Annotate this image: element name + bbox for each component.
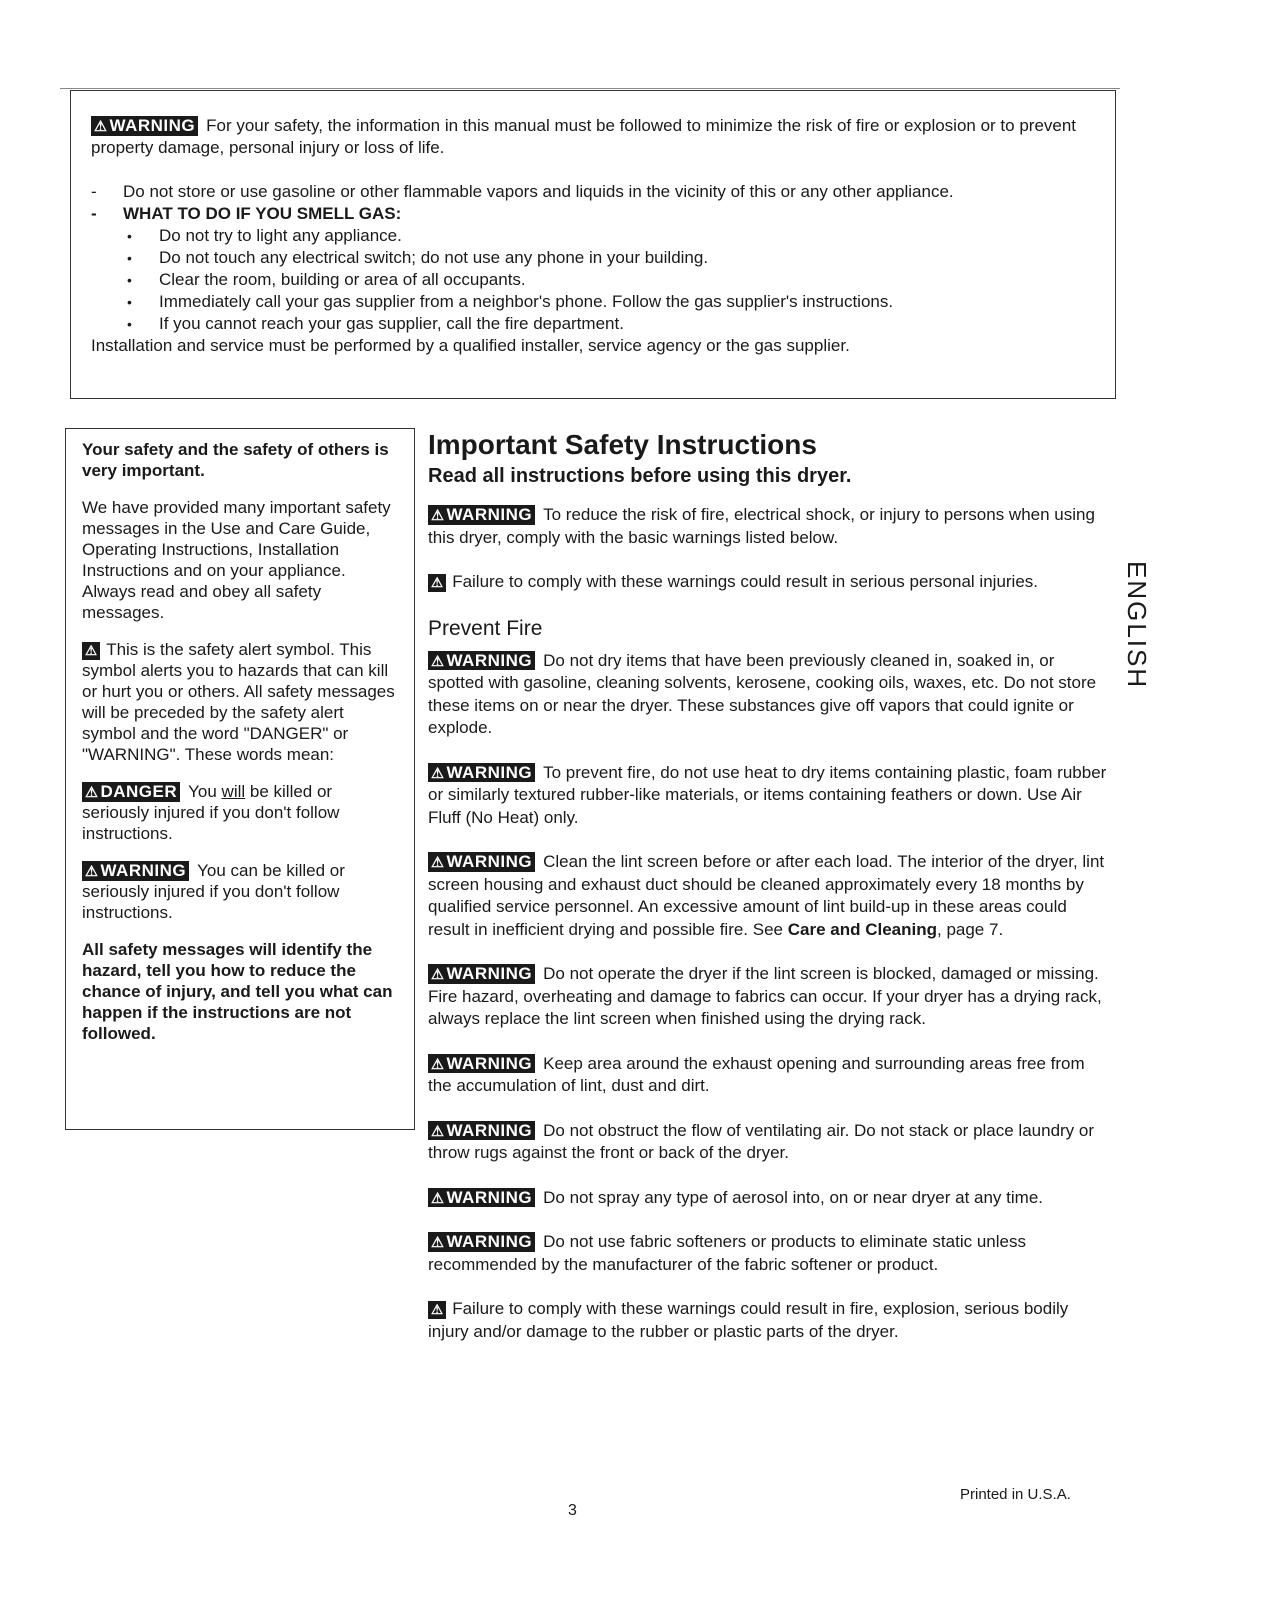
safety-summary: All safety messages will identify the hazard, tell you how to reduce the chance of injury, and tell you what can happen if the instructions are not followed. [82,940,393,1043]
alert-triangle-icon: ⚠ [82,642,100,660]
page-subtitle: Read all instructions before using this dryer. [428,465,852,487]
alert-triangle-icon: ⚠ [431,765,445,782]
safety-info-box [65,428,415,1130]
danger-badge: ⚠ DANGER [82,782,180,802]
list-item: • Do not try to light any appliance. [91,225,1099,247]
warning-badge: ⚠ WARNING [428,651,535,671]
list-item: • Clear the room, building or area of all occupants. [91,269,1099,291]
alert-triangle-icon: ⚠ [431,855,445,871]
alert-triangle-icon: ⚠ [431,1235,445,1251]
list-item: • Do not touch any electrical switch; do not use any phone in your building. [91,247,1099,269]
failure-note: ⚠ Failure to comply with these warnings could result in fire, explosion, serious bodily injury and/or damage to the rubber or plastic parts of the dryer. [428,1299,1069,1341]
warning-paragraph: ⚠ WARNING Do not spray any type of aerosol into, on or near dryer at any time. [428,1187,1108,1210]
list-item: - Do not store or use gasoline or other flammable vapors and liquids in the vicinity of this or any other appliance. [91,181,1099,203]
gas-smell-heading: - WHAT TO DO IF YOU SMELL GAS: [91,203,1099,225]
alert-triangle-icon: ⚠ [431,1056,445,1073]
list-item: • Immediately call your gas supplier from a neighbor's phone. Follow the gas supplier's instructions. [91,291,1099,313]
alert-triangle-icon: ⚠ [85,864,99,880]
gas-safety-list [91,181,1099,335]
warning-badge: ⚠ WARNING [428,852,535,872]
alert-triangle-icon: ⚠ [431,1190,445,1207]
warning-badge: ⚠ WARNING [428,964,535,984]
alert-triangle-icon: ⚠ [85,785,99,801]
warning-badge: ⚠ WARNING [428,1232,535,1252]
warning-paragraph: ⚠ WARNING Do not dry items that have been previously cleaned in, soaked in, or spotted with gasoline, cleaning solvents, kerosene, cooking oils, waxes, etc. Do not store these items on or near the dryer. These substances give off vapors that could ignite or explode. [428,650,1097,737]
warning-badge: ⚠ WARNING [428,1188,535,1208]
alert-triangle-icon: ⚠ [431,1123,445,1140]
safety-lead: Your safety and the safety of others is very important. [82,440,389,480]
failure-note: ⚠ Failure to comply with these warnings could result in serious personal injuries. [428,571,1108,594]
warning-badge: ⚠ WARNING [428,1054,535,1074]
alert-triangle-icon: ⚠ [431,967,445,983]
warning-badge: ⚠ WARNING [428,505,535,525]
warning-badge: ⚠ WARNING [428,763,535,783]
top-rule [60,88,1120,89]
alert-triangle-icon: ⚠ [431,508,445,524]
warning-paragraph: ⚠ WARNING Do not operate the dryer if the lint screen is blocked, damaged or missing. Fire hazard, overheating and damage to fabrics can occur. If your dryer has a drying rack, always replace the lint screen when finished using the drying rack. [428,964,1102,1028]
alert-triangle-icon: ⚠ [428,574,446,592]
printed-in: Printed in U.S.A. [960,1486,1071,1503]
page-title: Important Safety Instructions [428,429,817,460]
section-heading: Prevent Fire [428,616,543,640]
warning-paragraph: ⚠ WARNING Clean the lint screen before or after each load. The interior of the dryer, lint screen housing and exhaust duct should be cleaned approximately every 18 months by qualified service personnel. An excessive amount of lint build-up in these areas could result in inefficient drying and possible fire. See Care and Cleaning, page 7. [428,852,1105,939]
top-intro-text: For your safety, the information in this manual must be followed to minimize the risk of fire or explosion or to prevent property damage, personal injury or loss of life. [91,116,1077,157]
page-number: 3 [568,1502,577,1519]
warning-badge: ⚠ WARNING [428,1121,535,1141]
list-item: • If you cannot reach your gas supplier, call the fire department. [91,313,1099,335]
warning-paragraph: ⚠ WARNING To reduce the risk of fire, electrical shock, or injury to persons when using this dryer, comply with the basic warnings listed below. [428,505,1095,547]
language-tab: ENGLISH [1122,560,1152,690]
warning-badge: ⚠ WARNING [82,861,189,881]
alert-symbol-paragraph: ⚠ This is the safety alert symbol. This symbol alerts you to hazards that can kill or hurt you or others. All safety messages will be preceded by the safety alert symbol and the word "DANGER" or "WARNING". These words mean: [82,640,395,764]
top-intro [91,115,1099,159]
warning-badge: ⚠ WARNING [91,116,198,136]
safety-paragraph: We have provided many important safety messages in the Use and Care Guide, Operating Instructions, Installation Instructions and on your appliance. Always read and obey all safety messages. [82,498,391,622]
warning-definition: ⚠ WARNING You can be killed or seriously injured if you don't follow instructions. [82,861,345,922]
warning-paragraph: ⚠ WARNING To prevent fire, do not use heat to dry items containing plastic, foam rubber or similarly textured rubber-like materials, or items containing feathers or down. Use Air Fluff (No Heat) only. [428,762,1107,827]
alert-triangle-icon: ⚠ [94,119,108,135]
gas-warning-box [70,90,1116,399]
alert-triangle-icon: ⚠ [428,1301,446,1319]
warning-paragraph: ⚠ WARNING Do not obstruct the flow of ventilating air. Do not stack or place laundry or throw rugs against the front or back of the dryer. [428,1120,1095,1162]
warning-paragraph: ⚠ WARNING Do not use fabric softeners or products to eliminate static unless recommended by the manufacturer of the fabric softener or product. [428,1232,1026,1274]
danger-definition: ⚠ DANGER You will be killed or seriously injured if you don't follow instructions. [82,782,340,843]
alert-triangle-icon: ⚠ [431,653,445,670]
main-column [428,428,1108,1365]
installation-note: Installation and service must be performed by a qualified installer, service agency or the gas supplier. [91,336,850,355]
warning-paragraph: ⚠ WARNING Keep area around the exhaust opening and surrounding areas free from the accumulation of lint, dust and dirt. [428,1053,1085,1095]
